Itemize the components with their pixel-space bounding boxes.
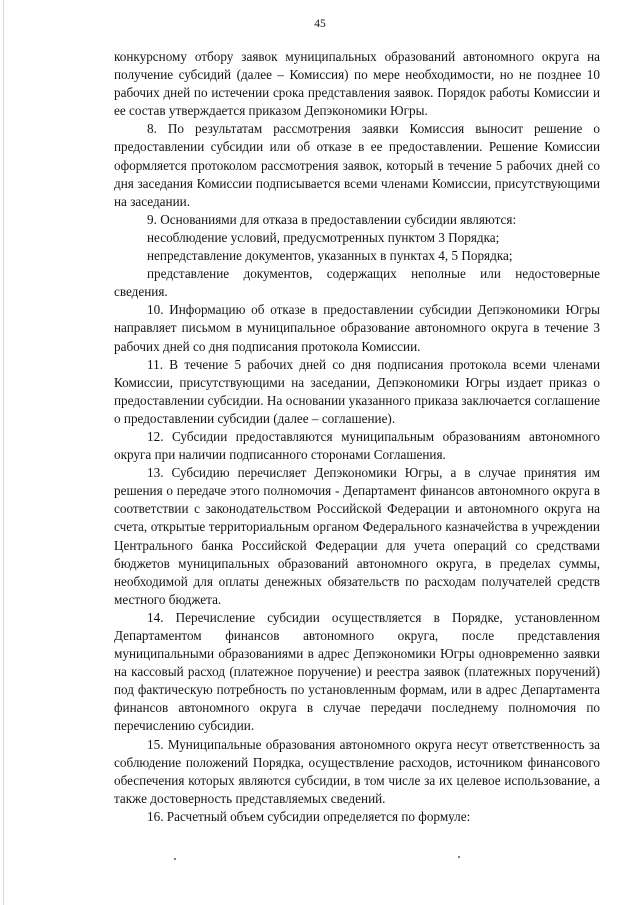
paragraph-item-13: 13. Субсидию перечисляет Депэкономики Югры, а в случае принятия им решения о передаче этого полномочия - Департамент финансов автономного округа в соответствии с законодательством Российской Федерации и автономного округа на счета, открытые территориальным органом Федерального казначейства в учреждении Центрального банка Российской Федерации для учета операций со средствами бюджетов муниципальных образований автономного округа, в пределах суммы, необходимой для оплаты денежных обязательств по расходам получателей средств местного бюджета. — [114, 465, 600, 607]
scan-edge-line — [3, 0, 4, 905]
paragraph-item-10: 10. Информацию об отказе в предоставлении субсидии Депэкономики Югры направляет письмом в муниципальное образование автономного округа в течение 3 рабочих дней со дня подписания протокола Комиссии. — [114, 302, 600, 354]
document-body — [114, 48, 600, 826]
paragraph-item-9-reason-2: непредставление документов, указанных в пунктах 4, 5 Порядка; — [147, 248, 513, 264]
paragraph-item-9-reason-1: несоблюдение условий, предусмотренных пунктом 3 Порядка; — [147, 229, 500, 245]
paragraph-item-8: 8. По результатам рассмотрения заявки Комиссия выносит решение о предоставлении субсидии или об отказе в ее предоставлении. Решение Комиссии оформляется протоколом рассмотрения заявок, который в течение 5 рабочих дней со дня заседания Комиссии подписывается всеми членами Комиссии, присутствующими на заседании. — [114, 121, 600, 209]
paragraph-item-16: 16. Расчетный объем субсидии определяется по формуле: — [147, 808, 471, 824]
paragraph-continuation: конкурсному отбору заявок муниципальных образований автономного округа на получение субсидий (далее – Комиссия) по мере необходимости, но не позднее 10 рабочих дней по истечении срока представления заявок. Порядок работы Комиссии и ее состав утверждается приказом Депэкономики Югры. — [114, 49, 600, 119]
scan-speck — [174, 858, 176, 860]
paragraph-item-14: 14. Перечисление субсидии осуществляется в Порядке, установленном Департаментом финансов автономного округа, после представления муниципальными образованиями в адрес Депэкономики Югры одновременно заявки на кассовый расход (платежное поручение) и реестра заявок (платежных поручений) под фактическую потребность по установленным формам, или в адрес Департамента финансов автономного округа в случае передачи последнему полномочия по перечислению субсидии. — [114, 609, 600, 734]
paragraph-item-15: 15. Муниципальные образования автономного округа несут ответственность за соблюдение положений Порядка, осуществление расходов, источником финансового обеспечения которых являются субсидии, в том числе за их целевое использование, а также достоверность представляемых сведений. — [114, 736, 600, 806]
paragraph-item-9: 9. Основаниями для отказа в предоставлении субсидии являются: — [147, 211, 517, 227]
scan-speck — [458, 856, 460, 858]
paragraph-item-9-reason-3: представление документов, содержащих неполные или недостоверные сведения. — [114, 266, 600, 300]
paragraph-item-12: 12. Субсидии предоставляются муниципальным образованиям автономного округа при наличии подписанного сторонами Соглашения. — [114, 428, 600, 463]
page-number: 45 — [314, 18, 326, 30]
paragraph-item-11: 11. В течение 5 рабочих дней со дня подписания протокола всеми членами Комиссии, присутствующими на заседании, Депэкономики Югры издает приказ о предоставлении субсидии. На основании указанного приказа заключается соглашение о предоставлении субсидии (далее – соглашение). — [114, 356, 600, 426]
